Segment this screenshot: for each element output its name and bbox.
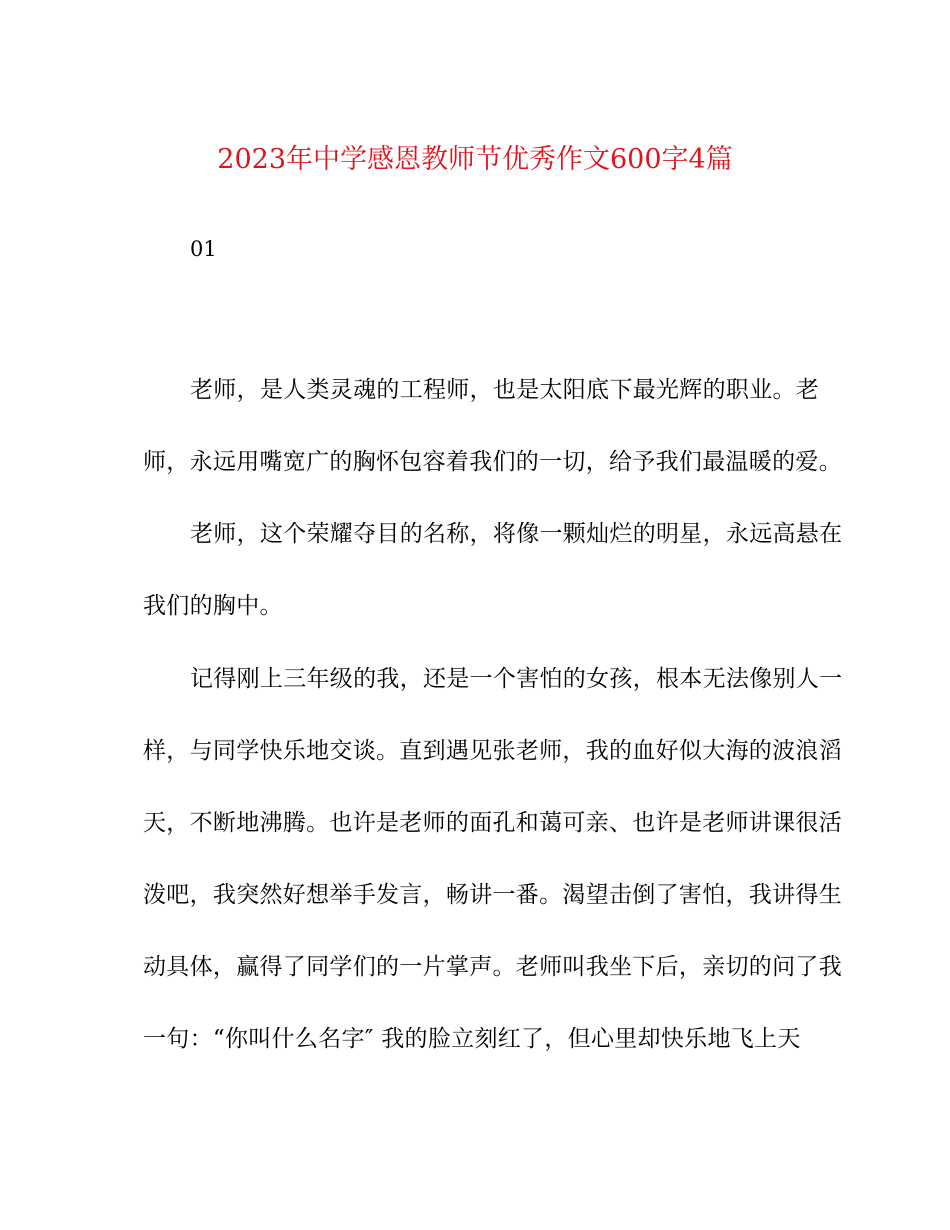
paragraph-2-line-2: 我们的胸中。 xyxy=(143,593,283,619)
paragraph-3-line-3: 天，不断地沸腾。也许是老师的面孔和蔼可亲、也许是老师讲课很活 xyxy=(143,810,842,836)
paragraph-3-line-4: 泼吧，我突然好想举手发言，畅讲一番。渴望击倒了害怕，我讲得生 xyxy=(143,882,842,908)
section-number: 01 xyxy=(190,237,217,261)
paragraph-1-line-2: 师，永远用嘴宽广的胸怀包容着我们的一切，给予我们最温暖的爱。 xyxy=(143,449,842,475)
document-title: 2023年中学感恩教师节优秀作文600字4篇 xyxy=(217,144,733,175)
paragraph-1-line-1: 老师，是人类灵魂的工程师，也是太阳底下最光辉的职业。老 xyxy=(190,377,820,403)
paragraph-3-line-5: 动具体，赢得了同学们的一片掌声。老师叫我坐下后，亲切的问了我 xyxy=(143,954,842,980)
paragraph-3-line-2: 样，与同学快乐地交谈。直到遇见张老师，我的血好似大海的波浪滔 xyxy=(143,738,842,764)
paragraph-3-line-1: 记得刚上三年级的我，还是一个害怕的女孩，根本无法像别人一 xyxy=(190,666,843,692)
paragraph-3-line-6: 一句：“你叫什么名字″ 我的脸立刻红了，但心里却快乐地飞上天 xyxy=(143,1026,801,1052)
paragraph-2-line-1: 老师，这个荣耀夺目的名称，将像一颗灿烂的明星，永远高悬在 xyxy=(190,521,843,547)
